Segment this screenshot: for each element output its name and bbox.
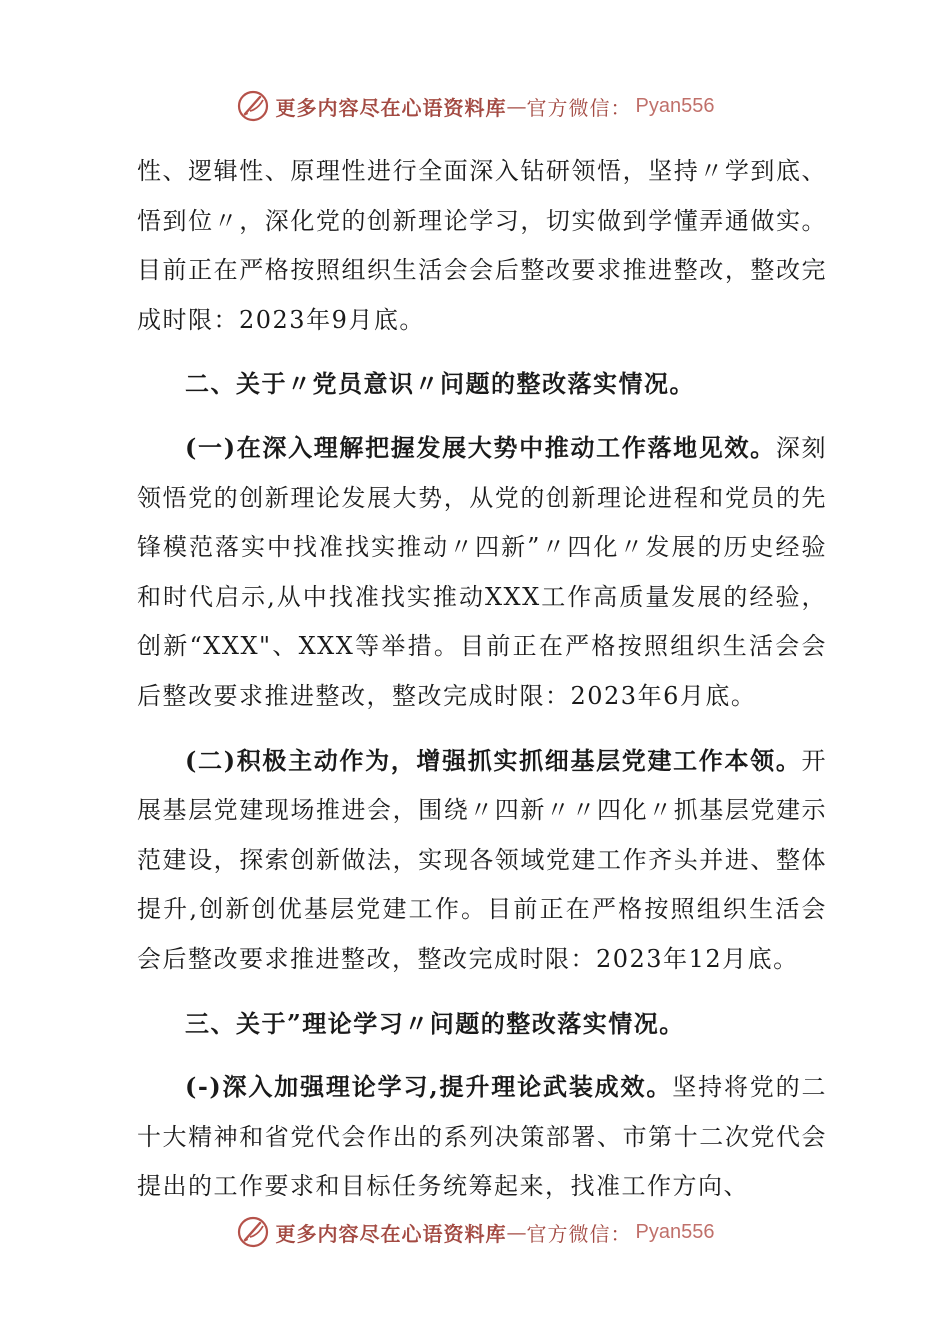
- watermark-header: [0, 86, 950, 126]
- document-body: [137, 147, 827, 1212]
- watermark-dash: —: [506, 1220, 527, 1244]
- paragraph-2-1-text: 深刻领悟党的创新理论发展大势，从党的创新理论进程和党员的先锋模范落实中找准找实推动〃四新”〃四化〃发展的历史经验和时代启示,从中找准找实推动XXX工作高质量发展的经验，创新“XXX"、XXX等举措。目前正在严格按照组织生活会会后整改要求推进整改，整改完成时限：2023年6月底。: [137, 433, 827, 710]
- watermark-official-label: 官方微信：: [526, 1221, 632, 1246]
- paragraph-2-1-lead: (一)在深入理解把握发展大势中推动工作落地见效。: [185, 432, 776, 462]
- paragraph-continuation: 性、逻辑性、原理性进行全面深入钻研领悟，坚持〃学到底、悟到位〃，深化党的创新理论学习，切实做到学懂弄通做实。目前正在严格按照组织生活会会后整改要求推进整改，整改完成时限：2023年9月底。: [137, 157, 827, 334]
- watermark-wechat-id: Pyan556: [635, 94, 715, 117]
- section-heading-3: 三、关于”理论学习〃问题的整改落实情况。: [185, 1008, 685, 1038]
- paragraph-2-1: [137, 423, 827, 722]
- watermark-brand: 更多内容尽在心语资料库: [275, 1221, 507, 1246]
- paragraph-3-1-lead: (-)深入加强理论学习,提升理论武装成效。: [185, 1072, 673, 1102]
- watermark-footer: [0, 1212, 950, 1252]
- paragraph-3-1: [137, 1062, 827, 1212]
- paragraph-3-1-text: 坚持将党的二十大精神和省党代会作出的系列决策部署、市第十二次党代会提出的工作要求和目标任务统筹起来，找准工作方向、: [137, 1073, 827, 1201]
- paragraph-2-2: [137, 736, 827, 985]
- watermark-official-label: 官方微信：: [526, 95, 632, 120]
- watermark-dash: —: [506, 94, 527, 118]
- paragraph-2-2-text: 开展基层党建现场推进会，围绕〃四新〃〃四化〃抓基层党建示范建设，探索创新做法，实现各领域党建工作齐头并进、整体提升,创新创优基层党建工作。目前正在严格按照组织生活会会后整改要求推进整改，整改完成时限：2023年12月底。: [137, 746, 827, 973]
- watermark-wechat-id: Pyan556: [635, 1220, 715, 1243]
- watermark-brand: 更多内容尽在心语资料库: [275, 95, 507, 120]
- paragraph-2-2-lead: (二)积极主动作为，增强抓实抓细基层党建工作本领。: [185, 745, 802, 775]
- section-heading-2: 二、关于〃党员意识〃问题的整改落实情况。: [185, 369, 695, 399]
- quill-logo-icon: [236, 89, 270, 123]
- quill-logo-icon: [236, 1215, 270, 1249]
